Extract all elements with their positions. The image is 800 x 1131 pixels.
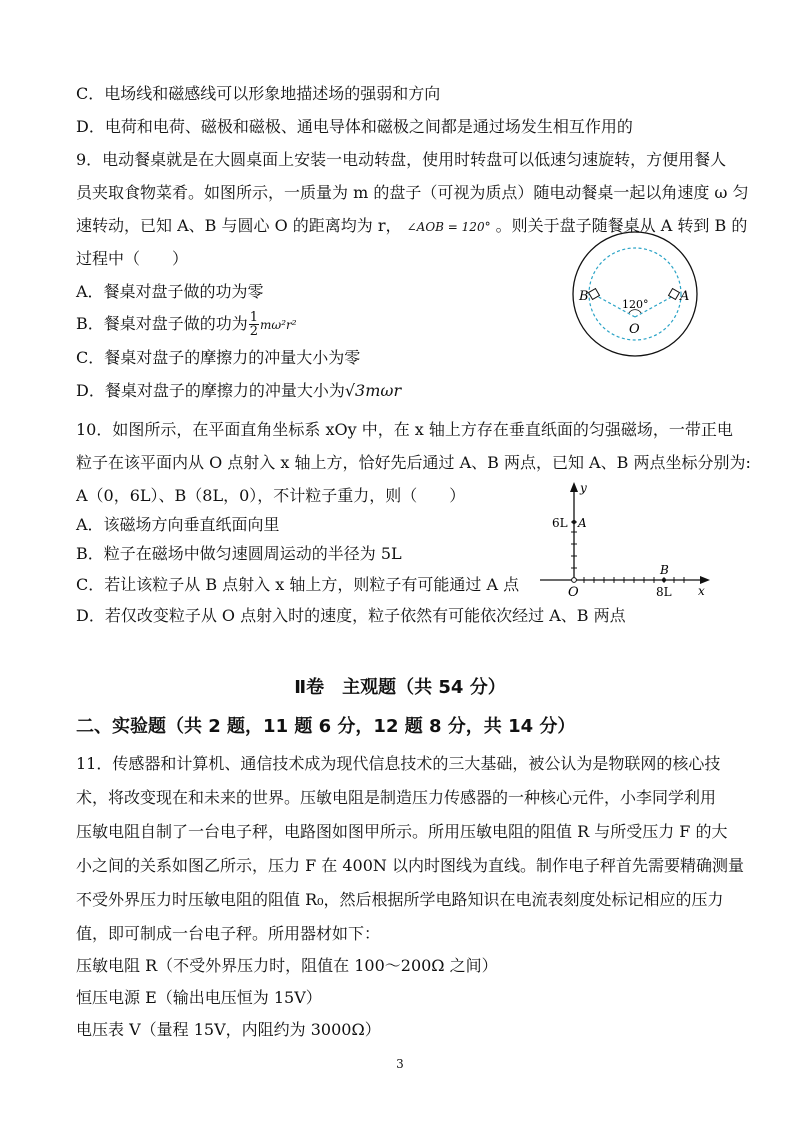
q9-fraction-numerator: 1: [249, 310, 259, 325]
q10-option-c: C．若让该粒子从 B 点射入 x 轴上方，则粒子有可能通过 A 点: [76, 575, 520, 594]
q9-stem-line2: 员夹取食物菜肴。如图所示，一质量为 m 的盘子（可视为质点）随电动餐桌一起以角速度 ω 匀: [76, 183, 749, 202]
q9-option-d-formula: √3mωr: [344, 381, 402, 400]
q11-stem-line6: 值，即可制成一台电子秤。所用器材如下：: [76, 924, 381, 943]
label-o: O: [629, 322, 640, 337]
point-b: [662, 578, 666, 582]
q11-equipment-sensor: 压敏电阻 R（不受外界压力时，阻值在 100～200Ω 之间）: [76, 956, 498, 975]
q9-option-b: [76, 311, 297, 338]
q10-stem-line3: A（0，6L）、B（8L，0），不计粒子重力，则（ ）: [76, 486, 466, 505]
q9-turntable-figure: [570, 222, 706, 378]
label-angle: 120°: [622, 298, 649, 311]
label-a: A: [680, 289, 690, 304]
q9-stem-line4: 过程中（ ）: [76, 249, 189, 268]
q9-fraction: [249, 311, 259, 338]
label-o: O: [568, 585, 579, 600]
experiment-section-heading: 二、实验题（共 2 题，11 题 6 分，12 题 8 分，共 14 分）: [76, 716, 576, 737]
q8-option-d: D．电荷和电荷、磁极和磁极、通电导体和磁极之间都是通过场发生相互作用的: [76, 117, 633, 136]
q10-stem-line1: 10．如图所示，在平面直角坐标系 xOy 中，在 x 轴上方存在垂直纸面的匀强磁场，一带正电: [76, 420, 733, 439]
q11-stem-line2: 术，将改变现在和未来的世界。压敏电阻是制造压力传感器的一种核心元件，小李同学利用: [76, 788, 717, 807]
section-ii-title: Ⅱ卷 主观题（共 54 分）: [294, 677, 506, 698]
q10-option-a: A．该磁场方向垂直纸面向里: [76, 515, 280, 534]
q11-stem-line3: 压敏电阻自制了一台电子秤，电路图如图甲所示。所用压敏电阻的阻值 R 与所受压力 F 的大: [76, 822, 728, 841]
q10-option-b: B．粒子在磁场中做匀速圆周运动的半径为 5L: [76, 544, 402, 563]
q9-option-b-formula: mω²r²: [260, 318, 297, 332]
q11-stem-line4: 小之间的关系如图乙所示，压力 F 在 400N 以内时图线为直线。制作电子秤首先需要精确测量: [76, 856, 744, 875]
q9-angle-expression: ∠AOB = 120°: [406, 220, 491, 234]
q11-equipment-voltmeter: 电压表 V（量程 15V，内阻约为 3000Ω）: [76, 1020, 381, 1039]
q9-option-b-text: B．餐桌对盘子做的功为: [76, 314, 248, 333]
q9-stem-line3-c: 。则关于盘子随餐桌从 A 转到 B 的: [495, 216, 748, 235]
label-b: B: [660, 563, 669, 577]
label-6l: 6L: [552, 516, 568, 530]
x-axis-arrow: [700, 576, 710, 584]
q8-option-c: C．电场线和磁感线可以形象地描述场的强弱和方向: [76, 84, 441, 103]
q11-equipment-source: 恒压电源 E（输出电压恒为 15V）: [76, 988, 322, 1007]
plate-at-b: [589, 289, 600, 300]
q9-stem-line1: 9．电动餐桌就是在大圆桌面上安装一电动转盘，使用时转盘可以低速匀速旋转，方便用餐人: [76, 150, 727, 169]
q9-option-d: [76, 381, 401, 401]
label-b: B: [579, 289, 589, 304]
label-a: A: [578, 516, 587, 530]
label-y: y: [580, 481, 587, 495]
q10-coordinate-figure: [530, 478, 720, 602]
q11-stem-line5: 不受外界压力时压敏电阻的阻值 R₀，然后根据所学电路知识在电流表刻度处标记相应的压力: [76, 890, 724, 909]
q9-fraction-denominator: 2: [249, 324, 259, 339]
q9-option-a: A．餐桌对盘子做的功为零: [76, 282, 264, 301]
label-x: x: [698, 584, 705, 598]
q10-option-d: D．若仅改变粒子从 O 点射入时的速度，粒子依然有可能依次经过 A、B 两点: [76, 606, 626, 625]
origin-point: [572, 578, 577, 583]
label-8l: 8L: [656, 585, 672, 599]
page-number: 3: [396, 1057, 404, 1071]
q9-option-c: C．餐桌对盘子的摩擦力的冲量大小为零: [76, 348, 361, 367]
q10-stem-line2: 粒子在该平面内从 O 点射入 x 轴上方，恰好先后通过 A、B 两点，已知 A、B 两点坐标分别为:: [76, 453, 751, 472]
point-a: [572, 520, 576, 524]
y-axis-arrow: [570, 482, 578, 492]
q9-stem-line3-a: 速转动，已知 A、B 与圆心 O 的距离均为 r，: [76, 216, 402, 235]
q11-stem-line1: 11．传感器和计算机、通信技术成为现代信息技术的三大基础，被公认为是物联网的核心技: [76, 754, 721, 773]
q9-option-d-text: D．餐桌对盘子的摩擦力的冲量大小为: [76, 381, 345, 400]
